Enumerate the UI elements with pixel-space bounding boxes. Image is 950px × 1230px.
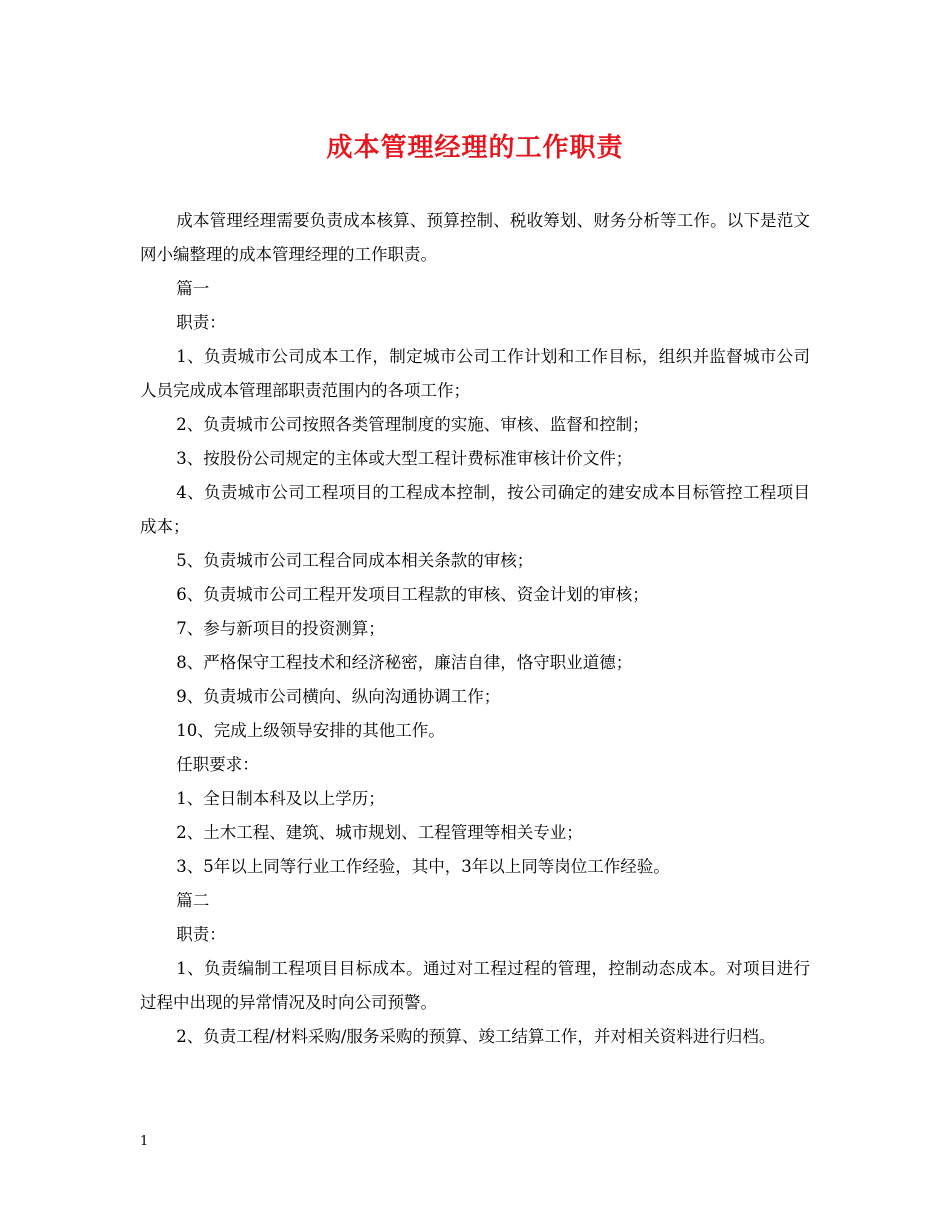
intro-paragraph: 成本管理经理需要负责成本核算、预算控制、税收筹划、财务分析等工作。以下是范文网小编整理的成本管理经理的工作职责。 <box>140 211 810 264</box>
requirements-heading: 任职要求： <box>176 755 259 774</box>
duty-item: 8、严格保守工程技术和经济秘密，廉洁自律，恪守职业道德； <box>176 653 633 672</box>
duty-item: 4、负责城市公司工程项目的工程成本控制，按公司确定的建安成本目标管控工程项目成本； <box>140 483 810 536</box>
duty-item: 1、负责编制工程项目目标成本。通过对工程过程的管理，控制动态成本。对项目进行过程中出现的异常情况及时向公司预警。 <box>140 959 810 1012</box>
duty-item: 2、负责城市公司按照各类管理制度的实施、审核、监督和控制； <box>176 415 649 434</box>
requirement-item: 2、土木工程、建筑、城市规划、工程管理等相关专业； <box>176 823 583 842</box>
duty-item: 6、负责城市公司工程开发项目工程款的审核、资金计划的审核； <box>176 585 649 604</box>
duty-item: 9、负责城市公司横向、纵向沟通协调工作； <box>176 687 501 706</box>
requirement-item: 3、5年以上同等行业工作经验，其中，3年以上同等岗位工作经验。 <box>176 857 670 876</box>
duty-item: 7、参与新项目的投资测算； <box>176 619 385 638</box>
duties-heading: 职责： <box>176 313 226 332</box>
duty-item: 5、负责城市公司工程合同成本相关条款的审核； <box>176 551 534 570</box>
duty-item: 1、负责城市公司成本工作，制定城市公司工作计划和工作目标，组织并监督城市公司人员完成成本管理部职责范围内的各项工作； <box>140 347 810 400</box>
document-body <box>140 204 810 1054</box>
document-title: 成本管理经理的工作职责 <box>326 133 624 163</box>
section-heading-part-one: 篇一 <box>176 279 210 298</box>
duty-item: 3、按股份公司规定的主体或大型工程计费标准审核计价文件； <box>176 449 633 468</box>
duties-heading: 职责： <box>176 925 226 944</box>
duty-item: 10、完成上级领导安排的其他工作。 <box>176 721 445 740</box>
page-number: 1 <box>140 1134 149 1149</box>
section-heading-part-two: 篇二 <box>176 891 210 910</box>
requirement-item: 1、全日制本科及以上学历； <box>176 789 385 808</box>
duty-item: 2、负责工程/材料采购/服务采购的预算、竣工结算工作，并对相关资料进行归档。 <box>176 1027 776 1046</box>
